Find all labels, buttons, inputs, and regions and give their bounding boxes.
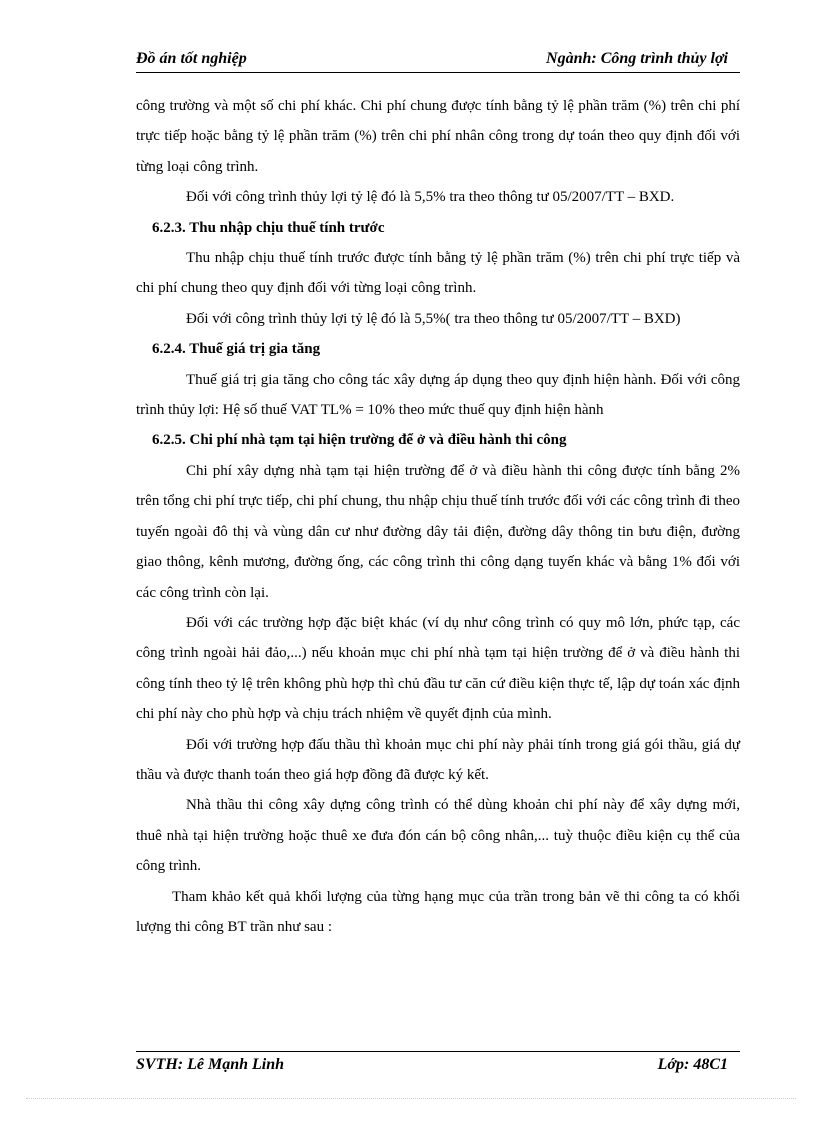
section-heading-6-2-4: 6.2.4. Thuế giá trị gia tăng [152, 341, 321, 358]
paragraph: Đối với các trường hợp đặc biệt khác (ví dụ như công trình có quy mô lớn, phức tạp, các công trình ngoài hải đảo,...) nếu khoản mục chi phí nhà tạm tại hiện trường để ở và điều hành thi công tính theo tỷ lệ trên không phù hợp thì chủ đầu tư căn cứ điều kiện thực tế, lập dự toán xác định chi phí này cho phù hợp và chịu trách nhiệm về quyết định của mình. [136, 614, 740, 723]
paragraph: công trường và một số chi phí khác. Chi phí chung được tính bằng tỷ lệ phần trăm (%) trên chi phí trực tiếp hoặc bằng tỷ lệ phần trăm (%) trên chi phí nhân công trong dự toán theo quy định đối với từng loại công trình. [136, 98, 740, 175]
page-footer [136, 1051, 740, 1078]
paragraph: Đối với trường hợp đấu thầu thì khoản mục chi phí này phải tính trong giá gói thầu, giá dự thầu và được thanh toán theo giá hợp đồng đã được ký kết. [136, 736, 740, 783]
section-heading-6-2-5: 6.2.5. Chi phí nhà tạm tại hiện trường để ở và điều hành thi công [152, 432, 567, 449]
paragraph: Thuế giá trị gia tăng cho công tác xây dựng áp dụng theo quy định hiện hành. Đối với công trình thủy lợi: Hệ số thuế VAT TL% = 10% theo mức thuế quy định hiện hành [136, 371, 740, 419]
document-body [136, 91, 740, 942]
header-major: Ngành: Công trình thủy lợi [546, 50, 728, 67]
paragraph: Đối với công trình thủy lợi tỷ lệ đó là 5,5% tra theo thông tư 05/2007/TT – BXD. [186, 189, 675, 206]
paragraph: Thu nhập chịu thuế tính trước được tính bằng tỷ lệ phần trăm (%) trên chi phí trực tiếp và chi phí chung theo quy định đối với từng loại công trình. [136, 250, 740, 297]
paragraph: Tham khảo kết quả khối lượng của từng hạng mục của trần trong bản vẽ thi công ta có khối lượng thi công BT trần như sau : [136, 888, 740, 935]
paragraph: Chi phí xây dựng nhà tạm tại hiện trường để ở và điều hành thi công được tính bằng 2% trên tổng chi phí trực tiếp, chi phí chung, thu nhập chịu thuế tính trước đối với các công trình đi theo tuyến ngoài đô thị và vùng dân cư như đường dây tải điện, đường dây thông tin bưu điện, đường giao thông, kênh mương, đường ống, các công trình thi công dạng tuyến khác và bằng 1% đối với các công trình còn lại. [136, 462, 740, 601]
page-header [136, 48, 740, 73]
page-bottom-divider [26, 1098, 796, 1099]
section-heading-6-2-3: 6.2.3. Thu nhập chịu thuế tính trước [152, 219, 385, 236]
paragraph: Đối với công trình thủy lợi tỷ lệ đó là 5,5%( tra theo thông tư 05/2007/TT – BXD) [186, 310, 681, 327]
paragraph: Nhà thầu thi công xây dựng công trình có thể dùng khoản chi phí này để xây dựng mới, thuê nhà tại hiện trường hoặc thuê xe đưa đón cán bộ công nhân,... tuỳ thuộc điều kiện cụ thể của công trình. [136, 797, 740, 875]
footer-class: Lớp: 48C1 [657, 1056, 728, 1073]
header-doc-title: Đồ án tốt nghiệp [136, 50, 247, 67]
footer-student: SVTH: Lê Mạnh Linh [136, 1056, 285, 1073]
